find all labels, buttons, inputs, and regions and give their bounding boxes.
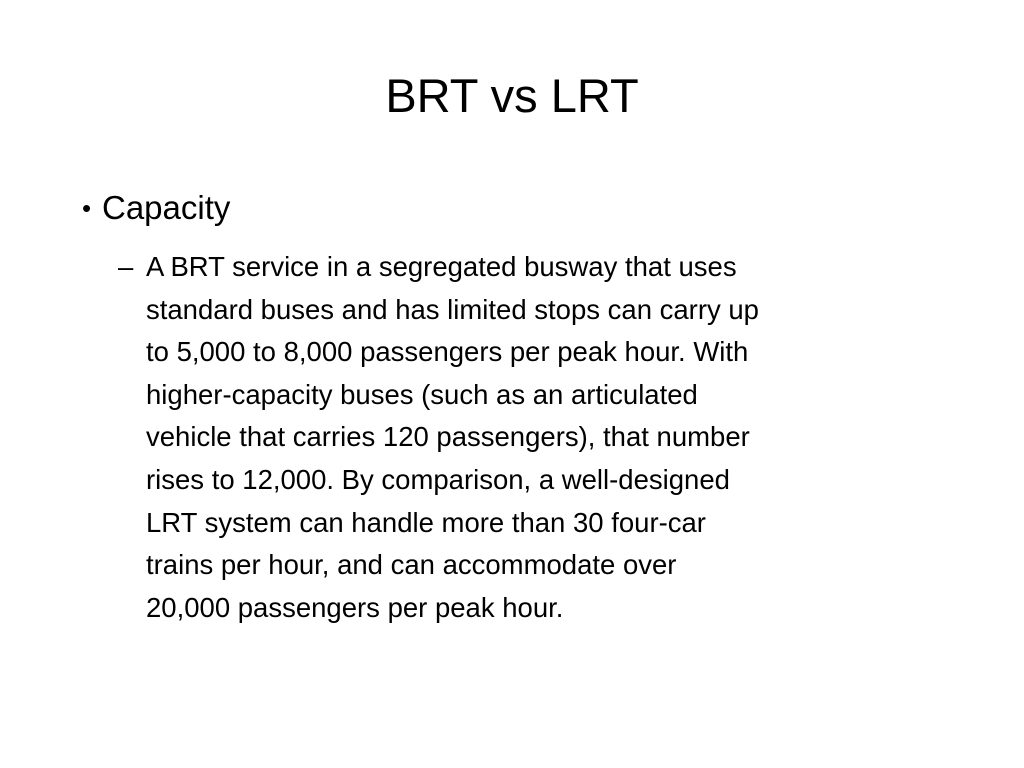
slide-title: BRT vs LRT bbox=[385, 69, 639, 122]
bullet-marker: • bbox=[82, 193, 92, 223]
bullet-label: Capacity bbox=[102, 189, 231, 226]
bullet-capacity bbox=[82, 186, 962, 230]
sub-bullet-text: A BRT service in a segregated busway that uses standard buses and has limited stops can carry up to 5,000 to 8,000 passengers per peak hour. With higher-capacity buses (such as an articulated vehicle that carries 120 passengers), that number rises to 12,000. By comparison, a well-designed LRT system can handle more than 30 four-car trains per hour, and can accommodate over 20,000 passengers per peak hour. bbox=[146, 251, 759, 623]
sub-bullet-marker: – bbox=[118, 251, 134, 282]
sub-bullet-capacity-detail bbox=[118, 246, 968, 629]
